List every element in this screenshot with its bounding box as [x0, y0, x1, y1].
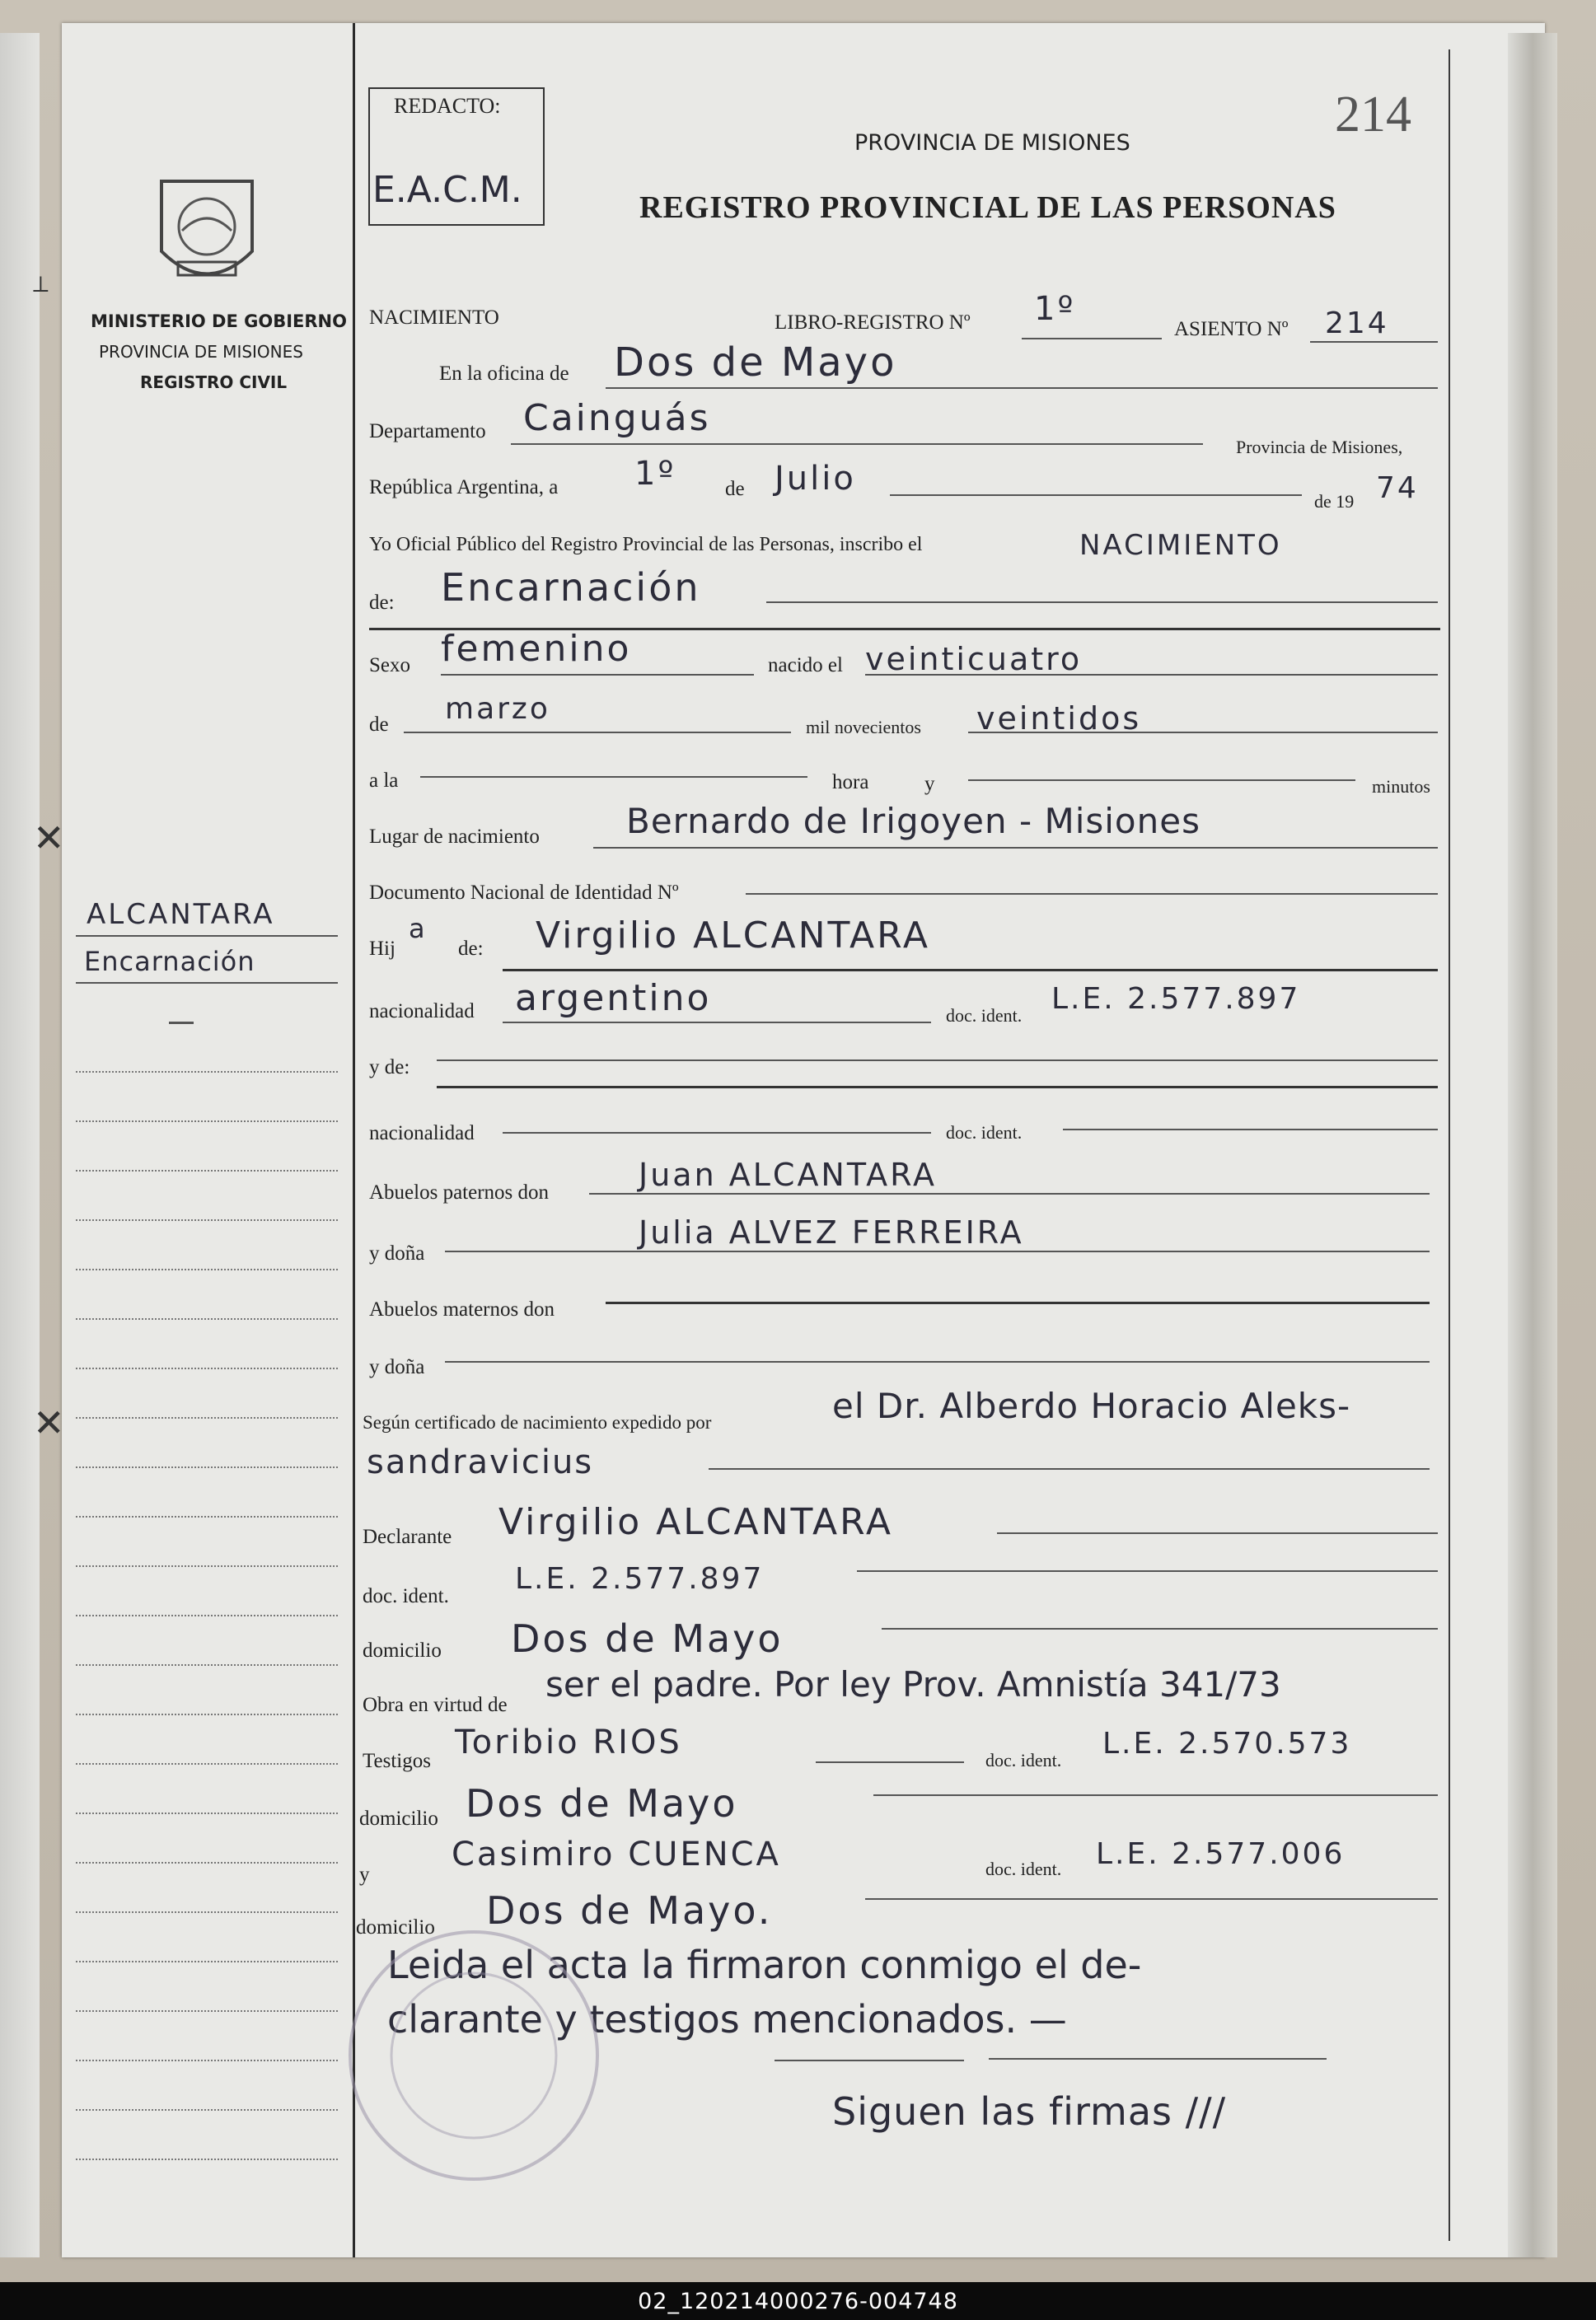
fill-line: [997, 1532, 1438, 1534]
fill-line: [766, 601, 1438, 603]
fill-line: [857, 1570, 1438, 1572]
margin-ruled-line: [76, 1664, 338, 1666]
certificado-value2: sandravicius: [367, 1443, 594, 1481]
margin-ruled-line: [76, 1120, 338, 1122]
fill-line: [593, 847, 1438, 849]
fill-line: [420, 776, 807, 778]
declarante-doc-value: L.E. 2.577.897: [515, 1562, 765, 1596]
previous-page-edge: [0, 33, 40, 2257]
anio-label: de 19: [1314, 491, 1355, 512]
padre-doc-value: L.E. 2.577.897: [1051, 982, 1301, 1016]
redacto-label: REDACTO:: [394, 94, 501, 118]
fill-line: [404, 732, 791, 733]
fill-line: [437, 1086, 1438, 1088]
de2-label: de:: [369, 592, 395, 614]
margin-ruled-line: [76, 1071, 338, 1073]
fill-line: [989, 2058, 1327, 2060]
fill-line: [865, 1898, 1438, 1900]
libro-value: 1º: [1034, 290, 1076, 328]
nacido-value: veinticuatro: [865, 641, 1083, 677]
docident3-label: doc. ident.: [363, 1585, 449, 1607]
y-label: y: [924, 773, 935, 795]
sexo-value: femenino: [441, 628, 632, 670]
margin-ruled-line: [76, 1565, 338, 1567]
fill-line: [709, 1468, 1430, 1470]
fill-line: [775, 2060, 964, 2061]
margin-ruled-line: [76, 2010, 338, 2012]
margin-ruled-line: [76, 2060, 338, 2061]
fill-line: [865, 674, 1438, 676]
lugar-label: Lugar de nacimiento: [369, 826, 540, 848]
margin-rule-line: [76, 935, 338, 937]
margin-ruled-line: [76, 1763, 338, 1765]
fill-line: [606, 1302, 1430, 1304]
dia-value: 1º: [634, 455, 676, 493]
nacionalidad-label: nacionalidad: [369, 1000, 475, 1022]
yde-label: y de:: [369, 1056, 410, 1078]
header-registry: REGISTRO PROVINCIAL DE LAS PERSONAS: [639, 190, 1336, 225]
misiones-seal-icon: [153, 173, 260, 297]
certificado-label: Según certificado de nacimiento expedido por: [363, 1412, 712, 1433]
testigo1-value: Toribio RIOS: [455, 1724, 682, 1761]
margin-ruled-line: [76, 1170, 338, 1172]
leida-line1: Leida el acta la firmaron conmigo el de-: [387, 1943, 1142, 1987]
departamento-label: Departamento: [369, 420, 486, 442]
margin-ruled-line: [76, 1318, 338, 1320]
de3-label: de: [369, 713, 389, 736]
header-province: PROVINCIA DE MISIONES: [854, 130, 1130, 156]
hora-label: hora: [832, 771, 869, 793]
margin-ruled-line: [76, 1961, 338, 1962]
abuelos-pat-label: Abuelos paternos don: [369, 1181, 550, 1204]
docident5-label: doc. ident.: [985, 1859, 1062, 1879]
domicilio2-label: domicilio: [359, 1808, 438, 1830]
margin-ruled-line: [76, 1911, 338, 1913]
testigo1-dom-value: Dos de Mayo: [466, 1781, 738, 1826]
domicilio3-label: domicilio: [356, 1916, 435, 1939]
oficina-value: Dos de Mayo: [614, 339, 897, 386]
mil-label: mil novecientos: [806, 717, 921, 737]
asiento-value: 214: [1325, 306, 1389, 340]
right-rule: [1449, 49, 1450, 2241]
ydona-label: y doña: [369, 1242, 425, 1265]
padre-value: Virgilio ALCANTARA: [536, 914, 930, 957]
margin-ruled-line: [76, 1417, 338, 1419]
ministry-line2: PROVINCIA DE MISIONES: [99, 342, 303, 362]
mes-value: Julio: [775, 460, 856, 498]
margin-ruled-line: [76, 2109, 338, 2111]
mes-nac-value: marzo: [445, 692, 550, 726]
fill-line: [968, 779, 1355, 781]
fill-line: [503, 969, 1438, 971]
fill-line: [589, 1193, 1430, 1195]
fill-line: [503, 1022, 931, 1023]
margin-given-name: Encarnación: [84, 946, 255, 977]
padre-nac-value: argentino: [515, 977, 712, 1019]
asiento-label: ASIENTO Nº: [1174, 318, 1289, 340]
fill-line: [746, 893, 1438, 895]
y2-label: y: [359, 1864, 370, 1886]
fill-line: [606, 387, 1438, 389]
nacido-label: nacido el: [768, 654, 843, 676]
testigos-label: Testigos: [363, 1750, 431, 1772]
fill-line: [873, 1794, 1438, 1796]
certificado-value: el Dr. Alberdo Horacio Aleks-: [832, 1386, 1351, 1426]
abuelos-mat-label: Abuelos maternos don: [369, 1298, 555, 1321]
fill-line: [445, 1361, 1430, 1363]
testigo2-value: Casimiro CUENCA: [452, 1836, 781, 1873]
nombre-value: Encarnación: [441, 565, 701, 610]
docident-label: doc. ident.: [946, 1005, 1023, 1026]
redacto-initials: E.A.C.M.: [372, 169, 522, 211]
testigo1-doc-value: L.E. 2.570.573: [1102, 1727, 1352, 1761]
abuelo-pat-value: Juan ALCANTARA: [639, 1157, 937, 1193]
fill-line: [1022, 338, 1162, 339]
ala-label: a la: [369, 769, 399, 792]
margin-surname: ALCANTARA: [87, 898, 275, 931]
fill-line: [1063, 1129, 1438, 1130]
siguen-firmas: Siguen las firmas ///: [832, 2089, 1227, 2134]
margin-ruled-line: [76, 2159, 338, 2160]
fill-line: [437, 1059, 1438, 1061]
margin-ruled-line: [76, 1615, 338, 1616]
obra-value: ser el padre. Por ley Prov. Amnistía 341/73: [545, 1664, 1281, 1705]
fill-line: [968, 732, 1438, 733]
margin-ruled-line: [76, 1862, 338, 1864]
testigo2-doc-value: L.E. 2.577.006: [1096, 1837, 1346, 1871]
page-stack-edge: [1508, 33, 1557, 2257]
margin-ruled-line: [76, 1466, 338, 1468]
departamento-value: Cainguás: [523, 397, 711, 439]
republica-label: República Argentina, a: [369, 476, 559, 498]
margin-ruled-line: [76, 1812, 338, 1814]
leida-line2: clarante y testigos mencionados. —: [387, 1997, 1067, 2042]
nacionalidad2-label: nacionalidad: [369, 1122, 475, 1144]
binding-mark: ✕: [33, 1402, 65, 1444]
fill-line: [890, 494, 1302, 496]
fill-line: [1310, 341, 1438, 343]
oficina-label: En la oficina de: [439, 362, 569, 385]
provincia-label: Provincia de Misiones,: [1236, 437, 1403, 457]
binding-mark: ⟂: [33, 272, 49, 297]
anio-nac-value: veintidos: [976, 700, 1142, 737]
libro-label: LIBRO-REGISTRO Nº: [775, 311, 971, 334]
hijo-label: Hij: [369, 938, 395, 960]
lugar-value: Bernardo de Irigoyen - Misiones: [626, 801, 1201, 841]
domicilio-value: Dos de Mayo: [511, 1616, 784, 1661]
margin-ruled-line: [76, 1368, 338, 1369]
testigo2-dom-value: Dos de Mayo.: [486, 1888, 773, 1933]
sexo-label: Sexo: [369, 654, 410, 676]
abuela-pat-value: Julia ALVEZ FERREIRA: [639, 1214, 1024, 1251]
declarante-value: Virgilio ALCANTARA: [498, 1501, 893, 1543]
fill-line: [882, 1628, 1438, 1630]
domicilio-label: domicilio: [363, 1639, 442, 1662]
hijo-suffix: a: [409, 913, 428, 944]
de-label: de: [725, 478, 745, 500]
docident4-label: doc. ident.: [985, 1750, 1062, 1770]
margin-ruled-line: [76, 1269, 338, 1270]
declarante-label: Declarante: [363, 1526, 452, 1548]
minutos-label: minutos: [1372, 776, 1430, 797]
margin-ruled-line: [76, 1219, 338, 1221]
margin-ruled-line: [76, 1714, 338, 1715]
form-title: NACIMIENTO: [369, 306, 499, 329]
hijo-de-label: de:: [458, 938, 484, 960]
oficial-value: NACIMIENTO: [1079, 529, 1282, 562]
fill-line: [445, 1251, 1430, 1252]
margin-dash: [169, 1022, 194, 1024]
ydona2-label: y doña: [369, 1356, 425, 1378]
page-number: 214: [1335, 87, 1411, 143]
docident2-label: doc. ident.: [946, 1122, 1023, 1143]
fill-line: [511, 443, 1203, 445]
binding-mark: ✕: [33, 817, 65, 859]
dni-label: Documento Nacional de Identidad Nº: [369, 882, 679, 904]
registry-seal-icon: [338, 1920, 610, 2191]
oficial-label: Yo Oficial Público del Registro Provincial de las Personas, inscribo el: [369, 534, 923, 555]
fill-line: [816, 1761, 964, 1763]
ministry-line3: REGISTRO CIVIL: [140, 372, 288, 392]
fill-line: [503, 1132, 931, 1134]
margin-rule-line: [76, 982, 338, 984]
image-caption: 02_120214000276-004748: [0, 2282, 1596, 2320]
anio-value: 74: [1376, 471, 1419, 505]
ministry-line1: MINISTERIO DE GOBIERNO: [91, 311, 347, 331]
obra-label: Obra en virtud de: [363, 1694, 508, 1716]
margin-ruled-line: [76, 1516, 338, 1518]
fill-line: [441, 674, 754, 676]
